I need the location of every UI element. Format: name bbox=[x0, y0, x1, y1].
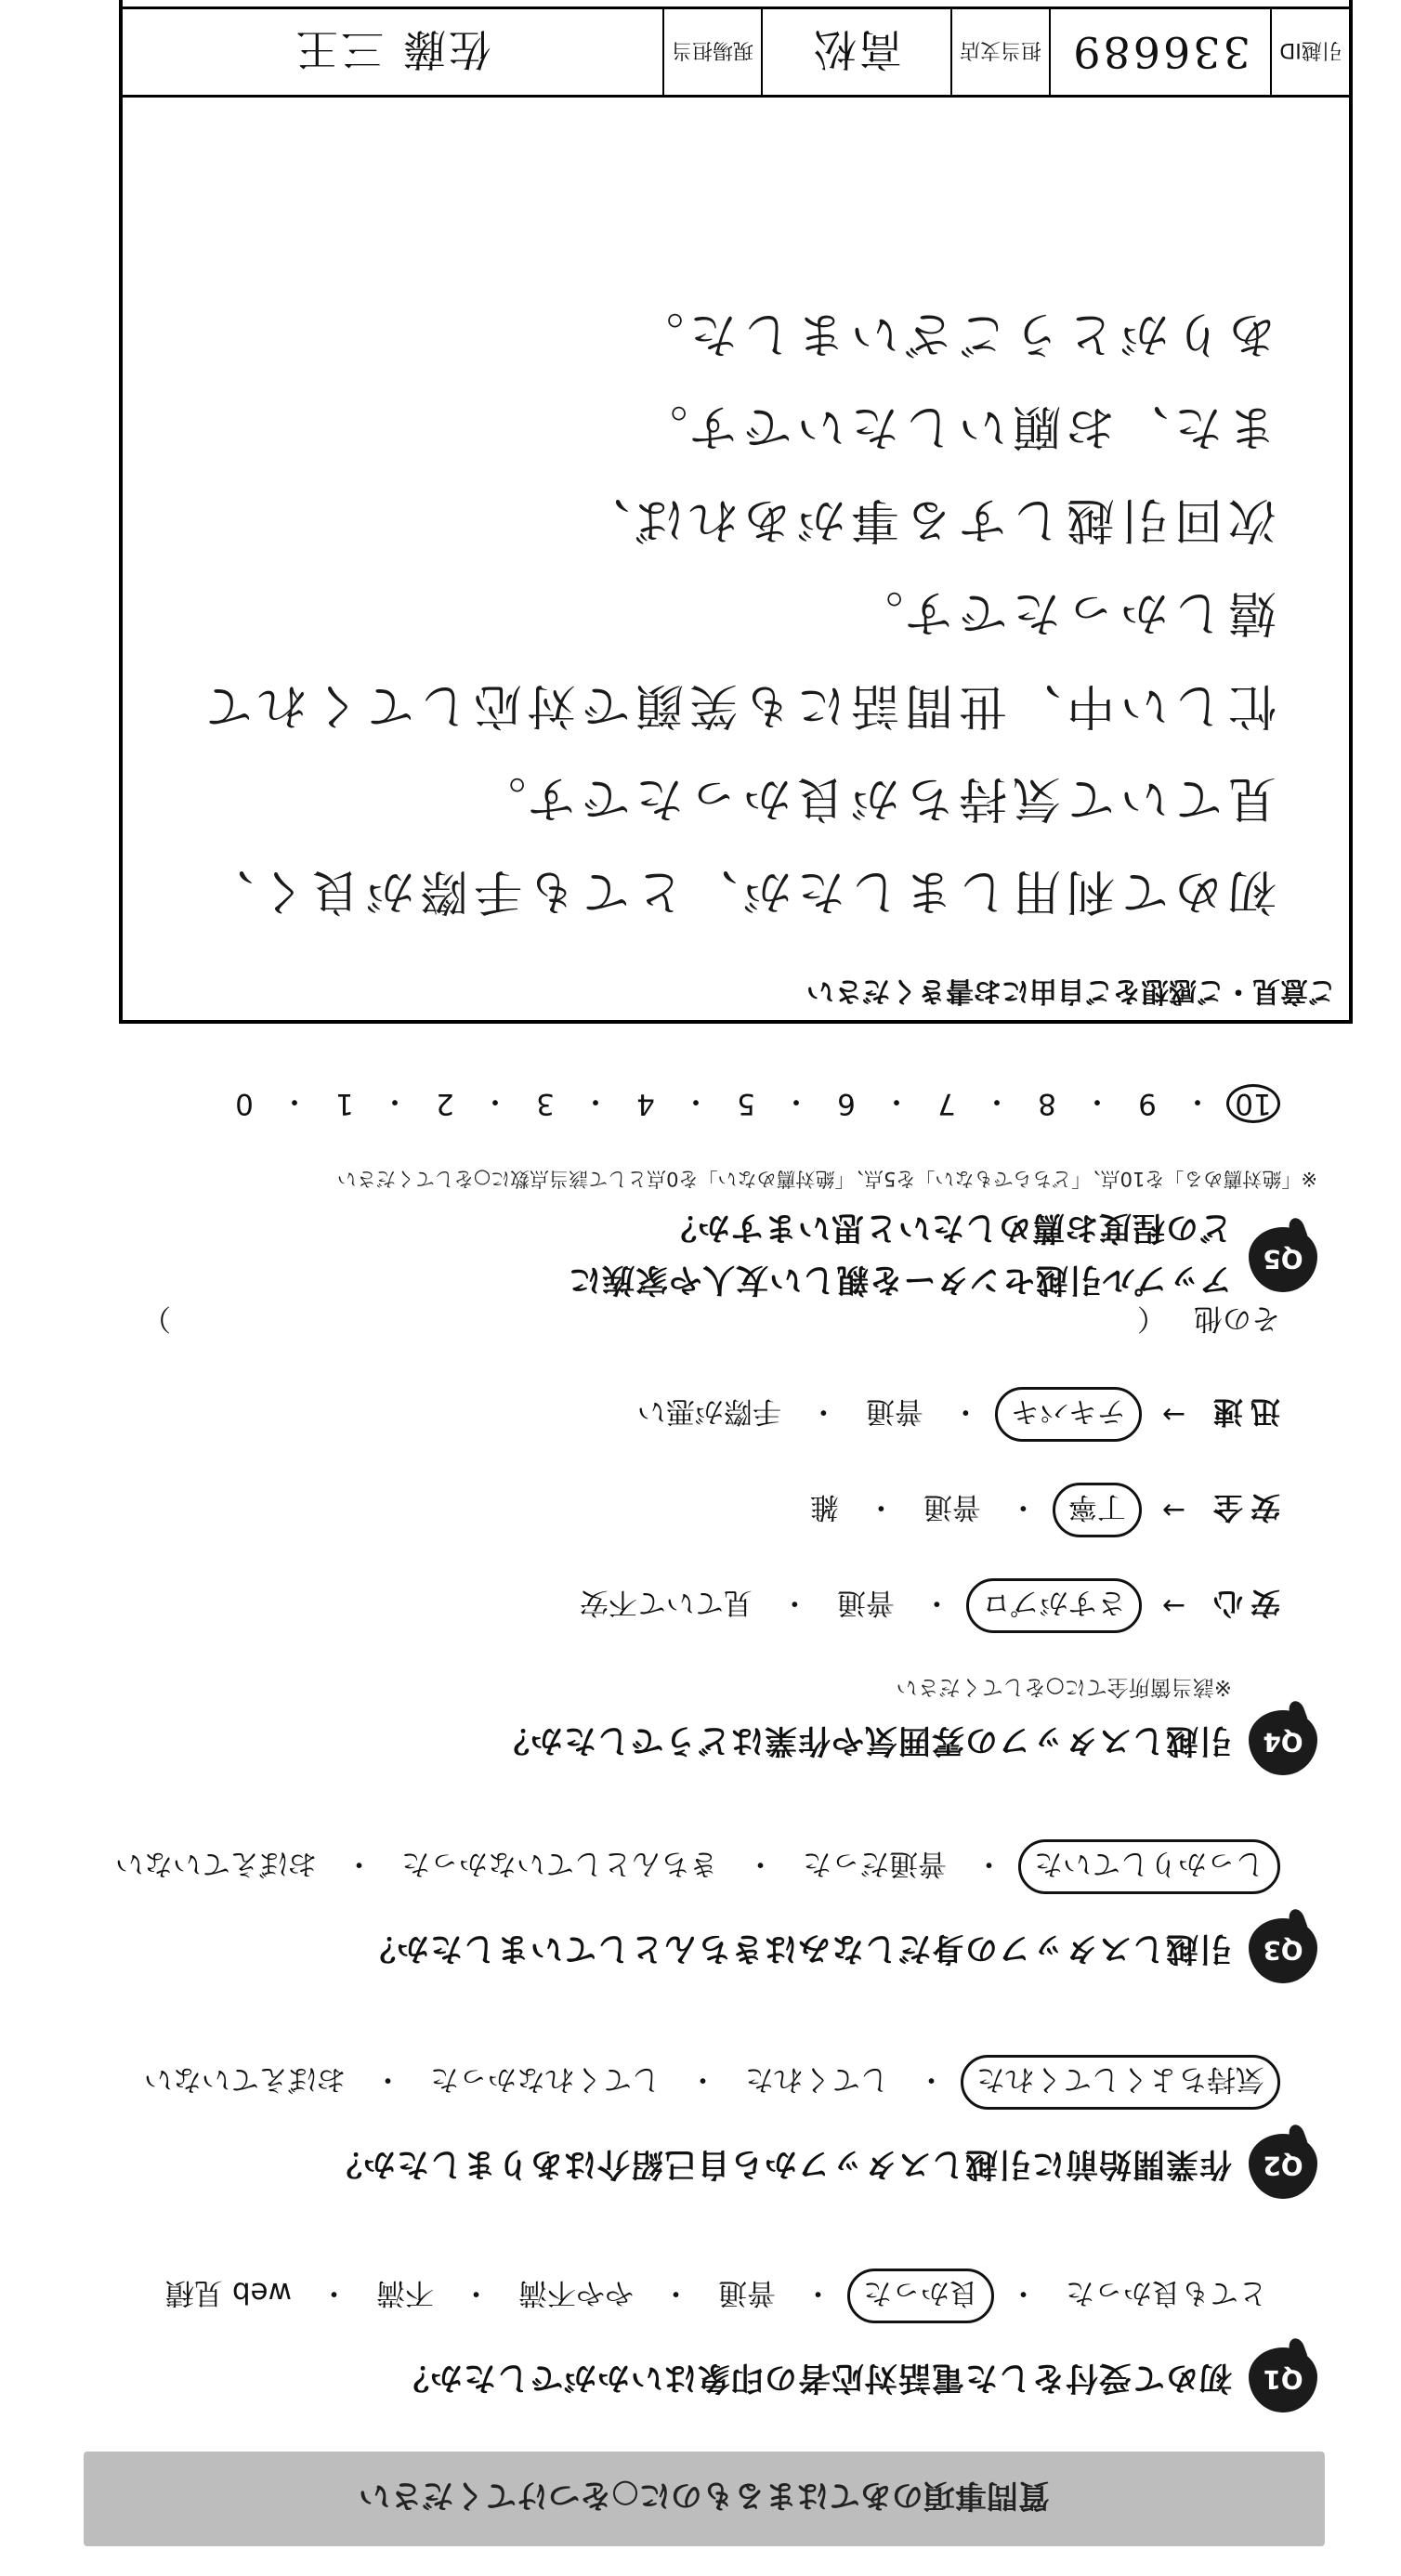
q4-other-close: ） bbox=[142, 1301, 171, 1335]
q3-badge-icon: Q3 bbox=[1249, 1918, 1317, 1983]
q2-option-selected[interactable]: 気持ちよくしてくれた bbox=[961, 2055, 1280, 2110]
q1-option[interactable]: 普通 bbox=[718, 2276, 776, 2309]
question-4 bbox=[82, 1301, 1317, 1775]
id-label: 引越ID bbox=[1270, 9, 1350, 95]
q4-option-selected[interactable]: さすがプロ bbox=[966, 1578, 1142, 1633]
q4-option[interactable]: 雑 bbox=[809, 1490, 839, 1523]
q2-question-text: 作業開始前に引越しスタッフから自己紹介はありましたか？ bbox=[328, 2145, 1232, 2182]
q4-other-label: その他 bbox=[1194, 1301, 1280, 1335]
q5-score[interactable]: 1 bbox=[335, 1087, 354, 1121]
q1-question-text: 初めて受付をした電話対応者の印象はいかがでしたか？ bbox=[395, 2359, 1232, 2396]
question-1 bbox=[82, 2269, 1317, 2413]
q1-option[interactable]: web 見積 bbox=[165, 2276, 292, 2309]
q3-question-text: 引越しスタッフの身だしなみはきちんとしていましたか？ bbox=[361, 1929, 1232, 1967]
q4-option[interactable]: 普通 bbox=[923, 1490, 981, 1523]
q2-option[interactable]: してくれた bbox=[745, 2062, 889, 2096]
q2-option[interactable]: してくれなかった bbox=[430, 2062, 661, 2096]
q5-badge-icon: Q5 bbox=[1249, 1227, 1317, 1292]
comment-line: 見ていて気持ちが良かったです。 bbox=[472, 770, 1277, 826]
q4-option[interactable]: 手際が悪い bbox=[636, 1394, 781, 1428]
q3-options: しっかりしていた ・ 普通だった ・ きちんとしていなかった ・ おぼえていない bbox=[82, 1839, 1280, 1894]
branch-value: 高松 bbox=[761, 9, 950, 95]
q4-row-label: 安心 bbox=[1205, 1586, 1280, 1622]
q5-score-selected[interactable]: 10 bbox=[1226, 1085, 1280, 1124]
comments-box[interactable] bbox=[119, 0, 1353, 1024]
q1-option[interactable]: やや不満 bbox=[518, 2276, 634, 2309]
q4-other-open: （ bbox=[1137, 1301, 1166, 1335]
q5-question-line2: どの程度お薦めしたいと思いますか？ bbox=[662, 1209, 1232, 1246]
leader-value: 佐藤 三王 bbox=[293, 24, 491, 74]
q4-row-anshin: 安心 → さすがプロ ・ 普通 ・ 見ていて不安 bbox=[82, 1578, 1280, 1633]
q5-question-line1: アップル引越センターを親しい友人や家族に bbox=[568, 1261, 1232, 1298]
instruction-band bbox=[84, 2452, 1325, 2546]
arrow-right-icon: → bbox=[1161, 1494, 1185, 1526]
arrow-right-icon: → bbox=[1161, 1589, 1185, 1622]
q5-score[interactable]: 6 bbox=[837, 1087, 856, 1121]
q3-option[interactable]: おぼえていない bbox=[115, 1847, 317, 1880]
q5-score[interactable]: 9 bbox=[1138, 1087, 1157, 1121]
q1-option[interactable]: とても良かった bbox=[1066, 2276, 1267, 2309]
staff-info-row bbox=[119, 7, 1353, 98]
question-5 bbox=[82, 1083, 1317, 1305]
q4-row-anzen: 安全 → 丁寧 ・ 普通 ・ 雑 bbox=[82, 1483, 1280, 1537]
comments-title: ご意見・ご感想をご自由にお書きください bbox=[806, 974, 1336, 1007]
q4-option-selected[interactable]: テキパキ bbox=[995, 1387, 1142, 1442]
comment-line: 忙しい中、世間話にも笑顔で対応してくれて bbox=[198, 677, 1277, 733]
q3-option[interactable]: きちんとしていなかった bbox=[401, 1847, 718, 1880]
q5-score[interactable]: 2 bbox=[436, 1087, 454, 1121]
question-2 bbox=[82, 2055, 1317, 2199]
q5-scale: 10 ・ 9 ・ 8 ・ 7 ・ 6 ・ 5 ・ 4 ・ 3 ・ 2 ・ 1 ・ 0 bbox=[82, 1083, 1280, 1125]
q4-note: ※該当箇所全てに○をしてください bbox=[896, 1675, 1232, 1699]
q4-option-selected[interactable]: 丁寧 bbox=[1053, 1483, 1142, 1537]
q2-badge-icon: Q2 bbox=[1249, 2134, 1317, 2199]
comment-line: 嬉しかったです。 bbox=[849, 584, 1277, 640]
q5-score[interactable]: 4 bbox=[636, 1087, 655, 1121]
instruction-text: 質問事項のあてはまるものに○をつけてください bbox=[359, 2477, 1050, 2515]
comment-line: ありがとうございました。 bbox=[629, 306, 1277, 361]
id-value: 336689 bbox=[1049, 9, 1270, 95]
arrow-right-icon: → bbox=[1161, 1398, 1185, 1431]
q1-option[interactable]: 不満 bbox=[376, 2276, 434, 2309]
leader-label: 現場担当 bbox=[662, 9, 761, 95]
q5-score[interactable]: 8 bbox=[1038, 1087, 1056, 1121]
q4-other-row bbox=[82, 1301, 1280, 1342]
q1-badge-icon: Q1 bbox=[1249, 2347, 1317, 2413]
q3-option-selected[interactable]: しっかりしていた bbox=[1018, 1839, 1280, 1894]
q5-score[interactable]: 0 bbox=[235, 1087, 254, 1121]
comment-line: また、お願いしたいです。 bbox=[634, 399, 1277, 454]
q4-question-text: 引越しスタッフの雰囲気や作業はどうでしたか？ bbox=[495, 1721, 1232, 1759]
q4-other-input[interactable] bbox=[171, 1301, 1137, 1342]
q1-option-selected[interactable]: 良かった bbox=[847, 2269, 994, 2323]
q5-score[interactable]: 3 bbox=[536, 1087, 555, 1121]
q5-score[interactable]: 7 bbox=[937, 1087, 956, 1121]
q2-option[interactable]: おぼえていない bbox=[144, 2062, 346, 2096]
comment-line: 初めて利用しましたが、とても手際が良く、 bbox=[200, 863, 1277, 919]
q4-row-label: 安全 bbox=[1205, 1490, 1280, 1526]
q4-row-jinsoku: 迅速 → テキパキ ・ 普通 ・ 手際が悪い bbox=[82, 1387, 1280, 1442]
comment-line: 次回引越しする事があれば、 bbox=[575, 491, 1277, 547]
q4-row-label: 迅速 bbox=[1205, 1394, 1280, 1431]
q4-option[interactable]: 普通 bbox=[865, 1394, 923, 1428]
q5-score[interactable]: 5 bbox=[737, 1087, 755, 1121]
q4-option[interactable]: 見ていて不安 bbox=[579, 1586, 753, 1619]
branch-label: 担当支店 bbox=[950, 9, 1049, 95]
q4-option[interactable]: 普通 bbox=[836, 1586, 895, 1619]
q5-note: ※「絶対薦める」を10点、「どちらでもない」を5点、「絶対薦めない」を0点として該当点数に○をしてください bbox=[336, 1168, 1317, 1190]
q2-options: 気持ちよくしてくれた ・ してくれた ・ してくれなかった ・ おぼえていない bbox=[82, 2055, 1280, 2110]
q4-badge-icon: Q4 bbox=[1249, 1710, 1317, 1775]
question-3 bbox=[82, 1839, 1317, 1983]
q1-options: とても良かった ・ 良かった ・ 普通 ・ やや不満 ・ 不満 ・ web 見積 bbox=[82, 2269, 1280, 2323]
q3-option[interactable]: 普通だった bbox=[803, 1847, 947, 1880]
